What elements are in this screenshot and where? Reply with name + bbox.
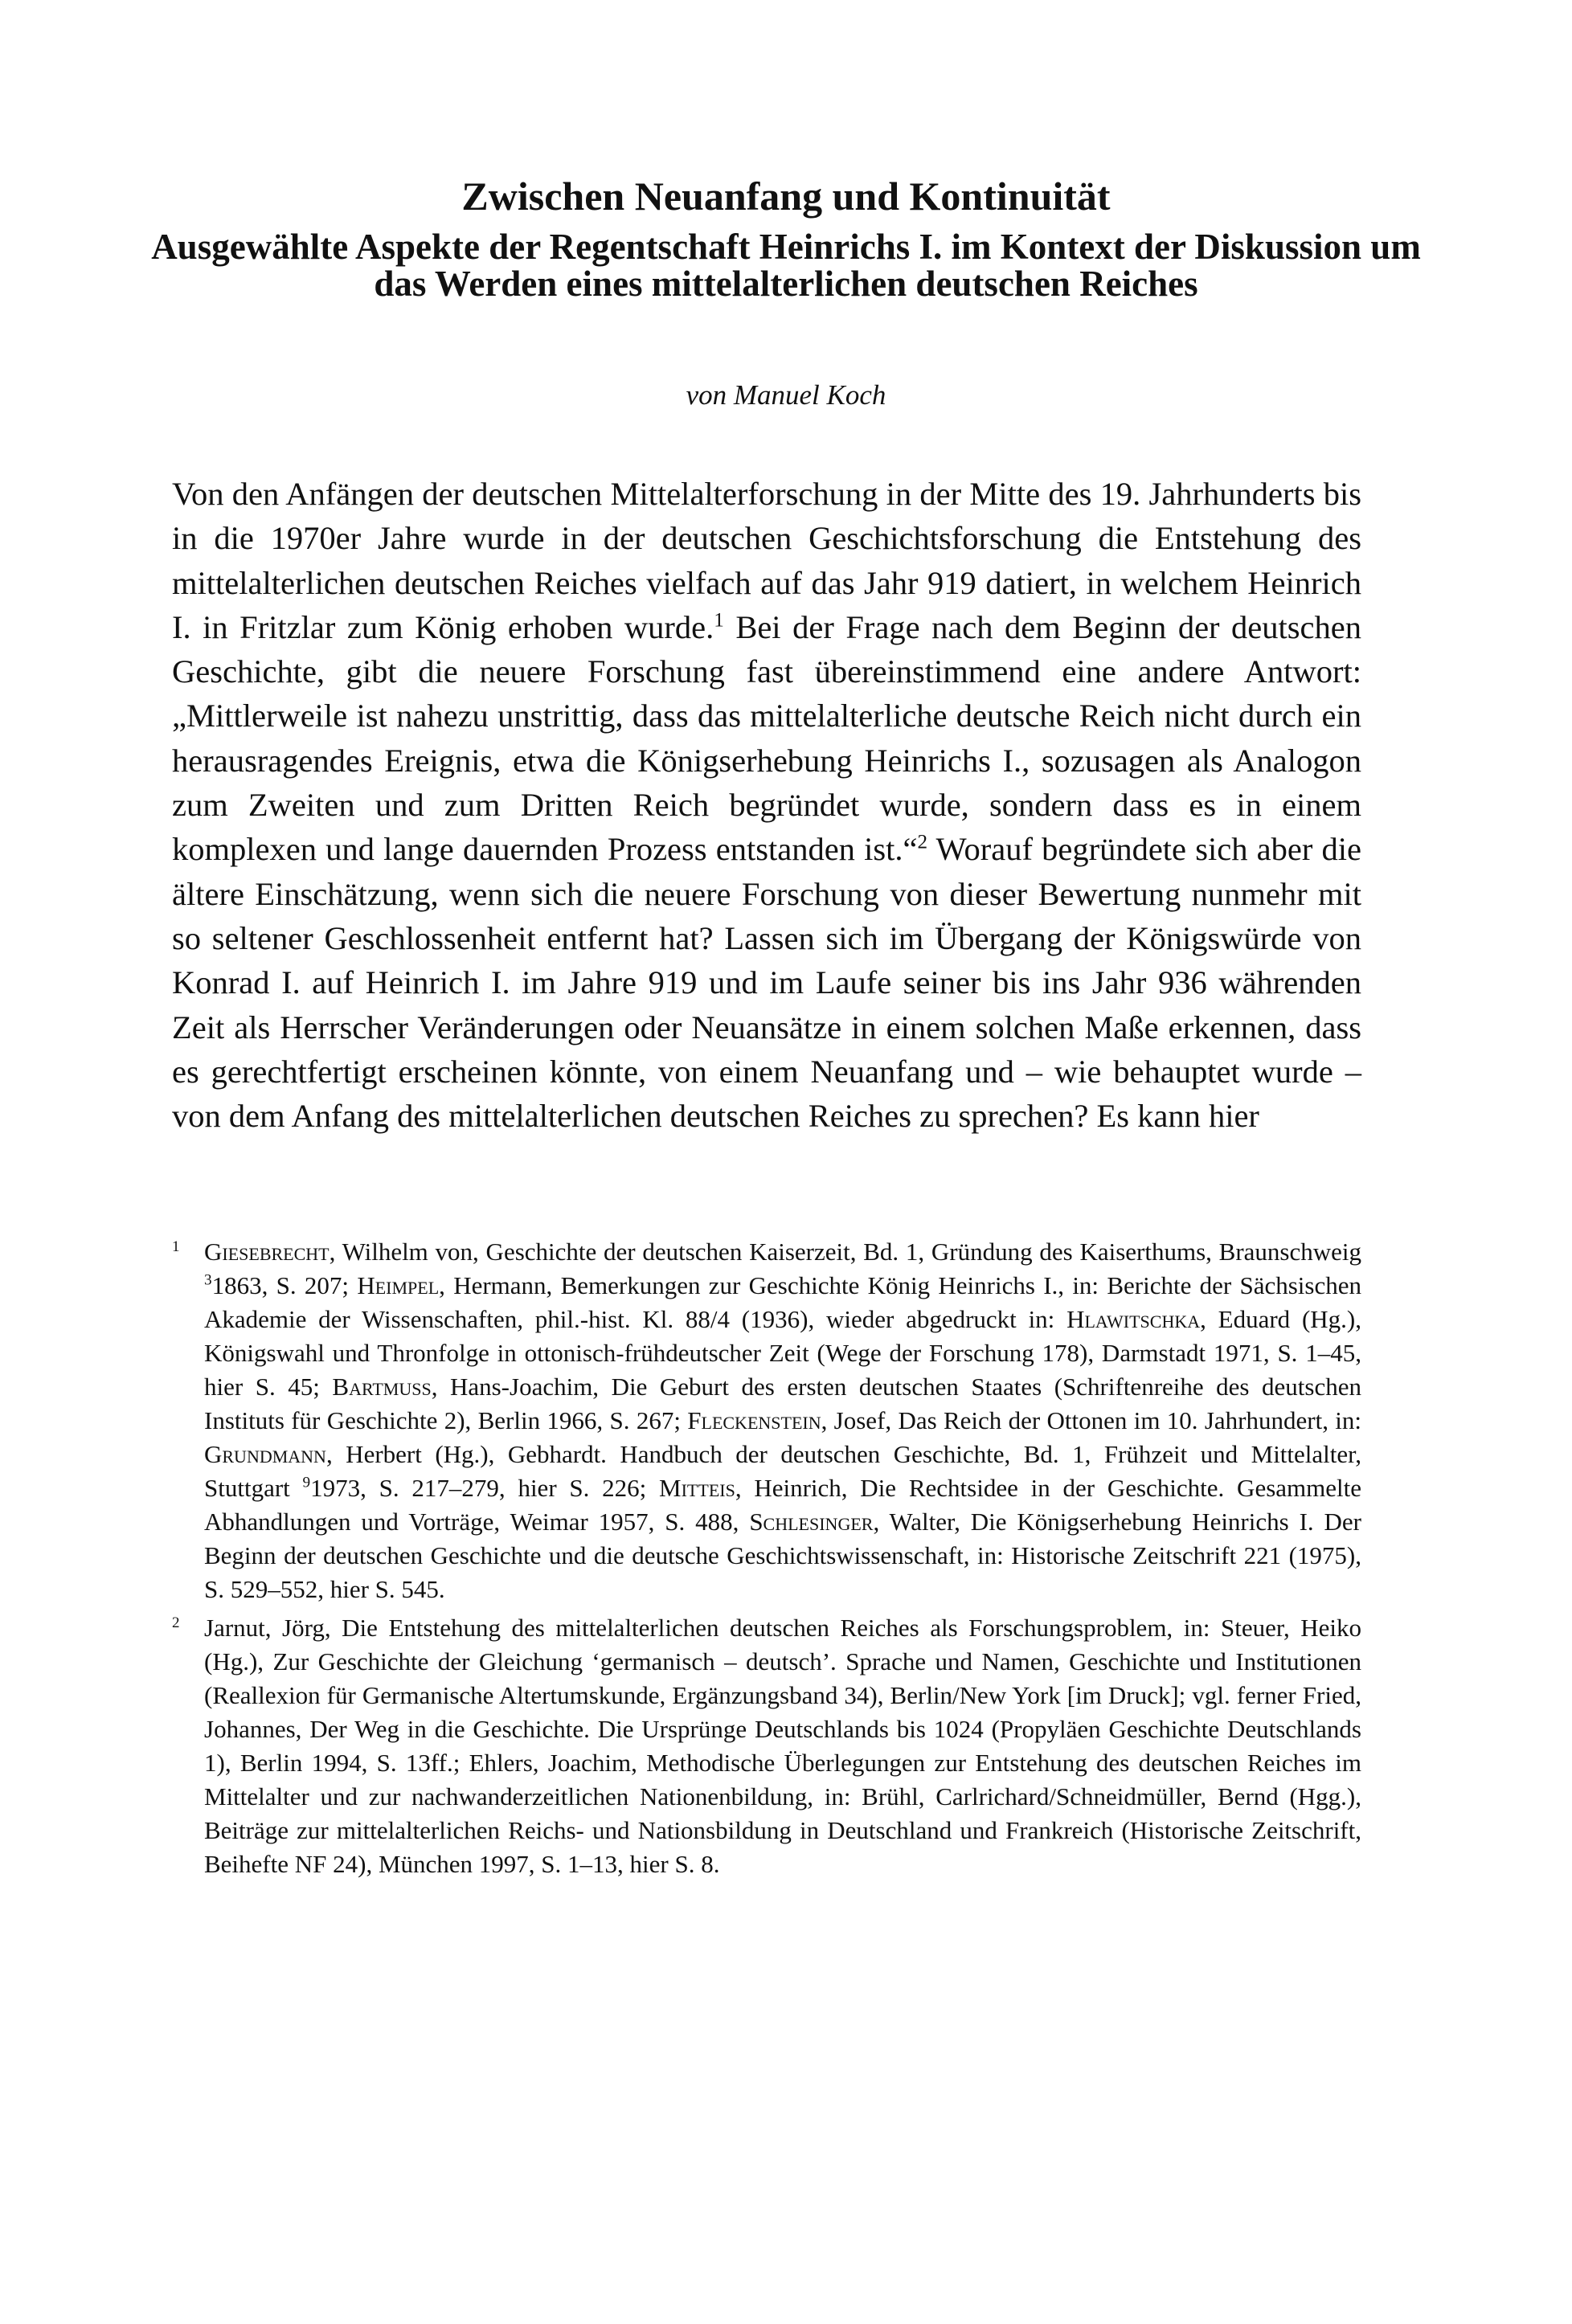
- author-surname: Fleckenstein: [687, 1406, 821, 1434]
- body-paragraph: [172, 472, 1361, 1138]
- footnote-text: [204, 1238, 1361, 1603]
- footnote-text-segment: , Herbert (Hg.), Gebhardt. Handbuch der deutschen Geschichte, Bd. 1, Frühzeit und Mittelalter, Stuttgart: [204, 1440, 1361, 1502]
- edition-superscript: 3: [204, 1271, 212, 1289]
- footnote-reference-2[interactable]: 2: [917, 831, 928, 853]
- footnote-text-segment: 1863, S. 207;: [211, 1271, 358, 1299]
- footnote-text-segment: , Hermann, Bemerkungen zur Geschichte König Heinrichs I., in: Berichte der Sächsischen Akademie der Wissenschaften, phil.-hist. Kl. 88/4 (1936), wieder abgedruckt in:: [204, 1271, 1361, 1333]
- author-surname: Giesebrecht: [204, 1238, 330, 1266]
- article-subtitle: Ausgewählte Aspekte der Regentschaft Heinrichs I. im Kontext der Diskussion um das Werden eines mittelalterlichen deutschen Reiches: [151, 227, 1421, 304]
- body-text-part-3: Worauf begründete sich aber die ältere Einschätzung, wenn sich die neuere Forschung von dieser Bewertung nunmehr mit so seltener Geschlossenheit entfernt hat? Lassen sich im Übergang der Königswürde von Konrad I. auf Heinrich I. im Jahre 919 und im Laufe seiner bis ins Jahr 936 währenden Zeit als Herrscher Veränderungen oder Neuansätze in einem solchen Maße erkennen, dass es gerechtfertigt erscheinen könnte, von einem Neuanfang und – wie behauptet wurde – von dem Anfang des mittelalterlichen deutschen Reiches zu sprechen? Es kann hier: [172, 831, 1361, 1135]
- author-surname: Grundmann: [204, 1440, 326, 1468]
- footnote-text-segment: , Wilhelm von, Geschichte der deutschen Kaiserzeit, Bd. 1, Gründung des Kaiserthums, Braunschweig: [329, 1238, 1361, 1266]
- author-surname: Schlesinger: [749, 1508, 874, 1536]
- author-surname: Heimpel: [357, 1271, 440, 1299]
- footnote-text-segment: Jarnut, Jörg, Die Entstehung des mittelalterlichen deutschen Reiches als Forschungsproblem, in: Steuer, Heiko (Hg.), Zur Geschichte der Gleichung ‘germanisch – deutsch’. Sprache und Namen, Geschichte und Institutionen (Reallexion für Germanische Altertumskunde, Ergänzungsband 34), Berlin/New York [im Druck]; vgl. ferner Fried, Johannes, Der Weg in die Geschichte. Die Ursprünge Deutschlands bis 1024 (Propyläen Geschichte Deutschlands 1), Berlin 1994, S. 13ff.; Ehlers, Joachim, Methodische Überlegungen zur Entstehung des deutschen Reiches im Mittelalter und zur nachwanderzeitlichen Nationenbildung, in: Brühl, Carlrichard/Schneidmüller, Bernd (Hgg.), Beiträge zur mittelalterlichen Reichs- und Nationsbildung in Deutschland und Frankreich (Historische Zeitschrift, Beihefte NF 24), München 1997, S. 1–13, hier S. 8.: [204, 1614, 1361, 1878]
- footnote-text: [204, 1614, 1361, 1878]
- article-title: Zwischen Neuanfang und Kontinuität: [461, 174, 1111, 219]
- footnote-text-segment: 1973, S. 217–279, hier S. 226;: [310, 1474, 660, 1502]
- edition-superscript: 9: [302, 1474, 311, 1491]
- body-text-part-2: Bei der Frage nach dem Beginn der deutschen Geschichte, gibt die neuere Forschung fast übereinstimmend eine andere Antwort: „Mittlerweile ist nahezu unstrittig, dass das mittelalterliche deutsche Reich nicht durch ein herausragendes Ereignis, etwa die Königserhebung Heinrichs I., sozusagen als Analogon zum Zweiten und zum Dritten Reich begründet wurde, sondern dass es in einem komplexen und lange dauernden Prozess entstanden ist.“: [172, 608, 1361, 868]
- footnote-text-segment: , Hans-Joachim, Die Geburt des ersten deutschen Staates (Schriftenreihe des deutschen Instituts für Geschichte 2), Berlin 1966, S. 267;: [204, 1373, 1361, 1434]
- footnote-text-segment: , Walter, Die Königserhebung Heinrichs I. Der Beginn der deutschen Geschichte und die deutsche Geschichtswissenschaft, in: Historische Zeitschrift 221 (1975), S. 529–552, hier S. 545.: [204, 1508, 1361, 1603]
- author-surname: Mitteis: [659, 1474, 735, 1502]
- body-text-part-1: Von den Anfängen der deutschen Mittelalterforschung in der Mitte des 19. Jahrhunderts bis in die 1970er Jahre wurde in der deutschen Geschichtsforschung die Entstehung des mittelalterlichen deutschen Reiches vielfach auf das Jahr 919 datiert, in welchem Heinrich I. in Fritzlar zum König erhoben wurde.: [172, 476, 1361, 645]
- footnote-text-segment: , Eduard (Hg.), Königswahl und Thronfolge in ottonisch-frühdeutscher Zeit (Wege der Forschung 178), Darmstadt 1971, S. 1–45, hier S. 45;: [204, 1305, 1361, 1401]
- footnote-number: 2: [172, 1614, 180, 1631]
- author-byline: von Manuel Koch: [686, 379, 886, 411]
- author-surname: Bartmuss: [332, 1373, 432, 1401]
- footnote-reference-1[interactable]: 1: [714, 609, 724, 632]
- footnote-number: 1: [172, 1238, 180, 1255]
- footnotes: [172, 1235, 1361, 1881]
- footnote-2: [172, 1611, 1361, 1881]
- author-surname: Hlawitschka: [1066, 1305, 1201, 1333]
- footnote-1: [172, 1235, 1361, 1606]
- footnote-text-segment: , Heinrich, Die Rechtsidee in der Geschichte. Gesammelte Abhandlungen und Vorträge, Weimar 1957, S. 488,: [204, 1474, 1361, 1536]
- footnote-text-segment: , Josef, Das Reich der Ottonen im 10. Jahrhundert, in:: [821, 1406, 1361, 1434]
